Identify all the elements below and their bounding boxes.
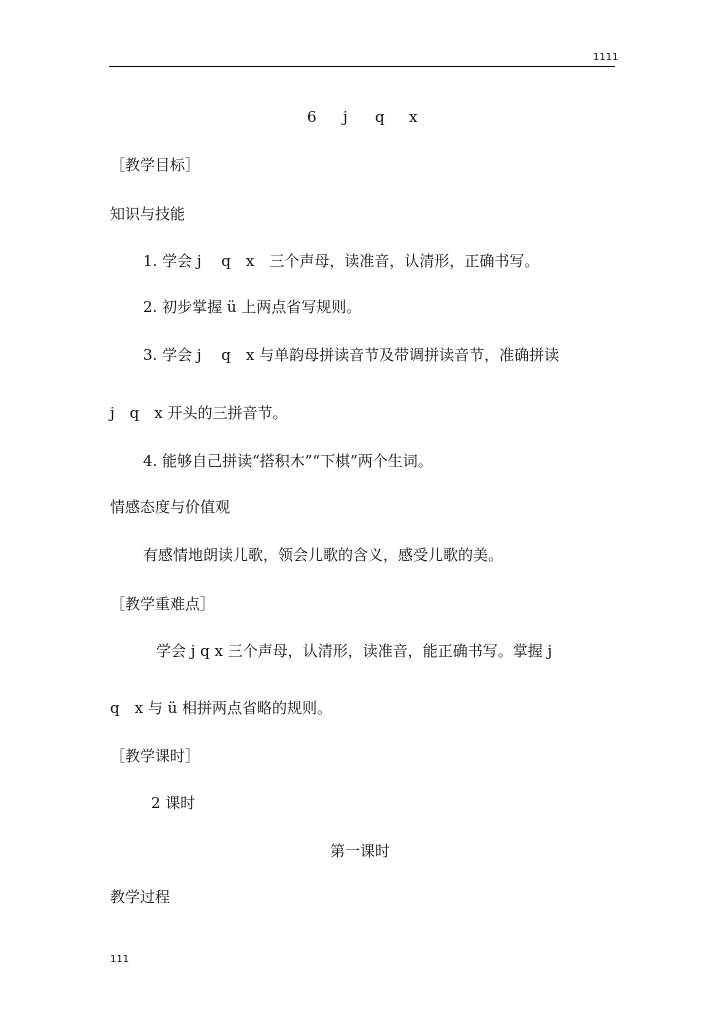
difficulty-line-2: q x 与 ü 相拼两点省略的规则。 bbox=[110, 699, 333, 717]
title-letter-j: j bbox=[343, 108, 348, 126]
lesson-heading: 第一课时 bbox=[330, 842, 391, 860]
header-rule bbox=[109, 66, 615, 67]
emotion-heading: 情感态度与价值观 bbox=[110, 498, 231, 516]
objectives-heading: ［教学目标］ bbox=[110, 156, 201, 174]
difficulty-heading: ［教学重难点］ bbox=[110, 595, 216, 613]
title-number: 6 bbox=[307, 108, 317, 126]
footer-page-number: 111 bbox=[110, 954, 130, 965]
objective-item-2: 2. 初步掌握 ü 上两点省写规则。 bbox=[143, 298, 362, 316]
objective-item-4: 4. 能够自己拼读“搭积木”“下棋”两个生词。 bbox=[143, 452, 433, 470]
process-heading: 教学过程 bbox=[110, 888, 171, 906]
hours-heading: ［教学课时］ bbox=[110, 747, 201, 765]
objective-item-3: 3. 学会 j q x 与单韵母拼读音节及带调拼读音节，准确拼读 bbox=[143, 346, 560, 364]
hours-text: 2 课时 bbox=[151, 794, 196, 812]
emotion-text: 有感情地朗读儿歌，领会儿歌的含义，感受儿歌的美。 bbox=[143, 546, 504, 564]
header-page-number: 1111 bbox=[593, 52, 619, 63]
knowledge-heading: 知识与技能 bbox=[110, 205, 186, 223]
title-letter-q: q bbox=[375, 108, 385, 126]
title-letter-x: x bbox=[409, 108, 418, 126]
difficulty-line-1: 学会 j q x 三个声母，认清形，读准音，能正确书写。掌握 j bbox=[156, 642, 553, 660]
objective-item-3-cont: j q x 开头的三拼音节。 bbox=[110, 404, 288, 422]
objective-item-1: 1. 学会 j q x 三个声母，读准音，认清形，正确书写。 bbox=[143, 252, 540, 270]
